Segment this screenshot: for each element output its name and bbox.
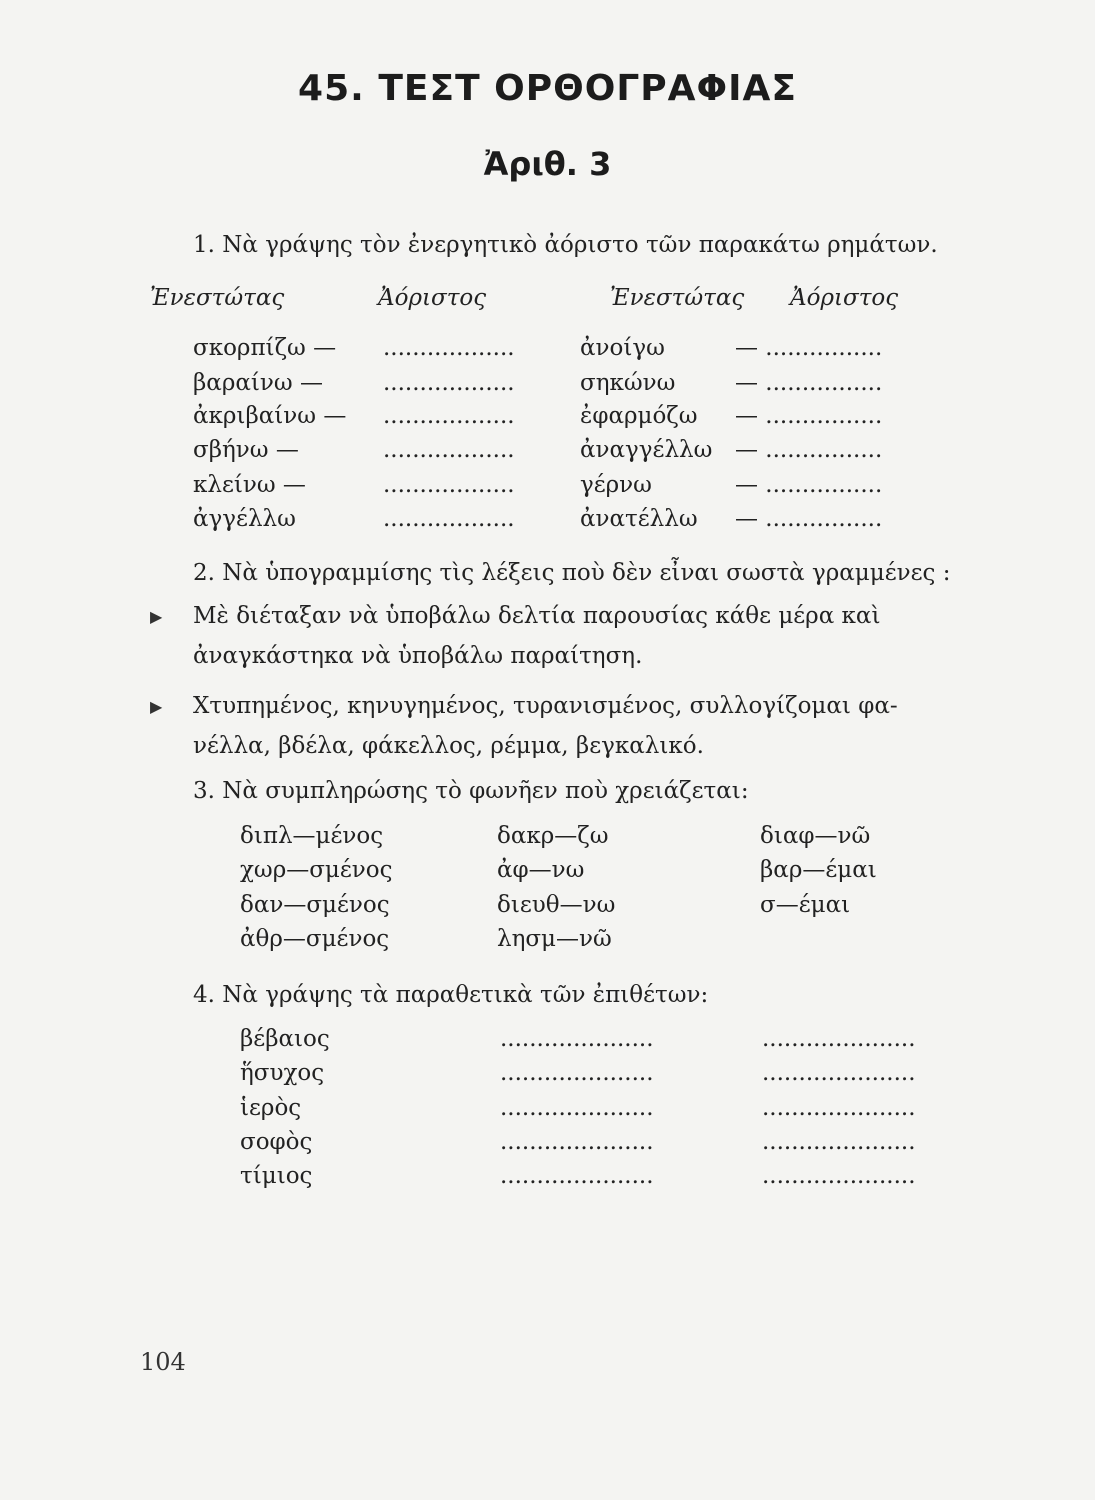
q3-word: βαρ—έμαι [760, 857, 877, 883]
test-number: Ἀριθ. 3 [483, 145, 612, 183]
q4-blank: ..................... [500, 1026, 654, 1052]
q3-word: διευθ—νω [497, 892, 616, 918]
q4-blank: ..................... [500, 1129, 654, 1155]
q1-blank: .................. [383, 403, 515, 429]
q1-present-word: σηκώνω [580, 370, 676, 396]
q1-blank: .................. [383, 506, 515, 532]
q3-word: λησμ—νῶ [497, 926, 612, 952]
q2-line: Μὲ διέταξαν νὰ ὑποβάλω δελτία παρουσίας κάθε μέρα καὶ [193, 603, 881, 629]
q4-word: ἥσυχος [240, 1060, 325, 1086]
q2-line: ἀναγκάστηκα νὰ ὑποβάλω παραίτηση. [193, 643, 643, 669]
q1-blank: — ................ [735, 335, 883, 361]
q4-blank: ..................... [500, 1060, 654, 1086]
q1-blank: .................. [383, 370, 515, 396]
q4-word: τίμιος [240, 1163, 313, 1189]
arrow-icon: ▶ [150, 607, 163, 626]
q3-word: διαφ—νῶ [760, 823, 871, 849]
q1-present-word: ἀκριβαίνω — [193, 403, 347, 429]
q4-blank: ..................... [762, 1129, 916, 1155]
q3-word: χωρ—σμένος [240, 857, 393, 883]
q1-present-word: ἀνοίγω [580, 335, 665, 361]
q1-present-word: σκορπίζω — [193, 335, 337, 361]
q1-header-present-1: Ἐνεστώτας [150, 285, 285, 311]
q1-header-aorist-1: Ἀόριστος [378, 285, 487, 311]
q3-word: δακρ—ζω [497, 823, 609, 849]
q4-word: σοφὸς [240, 1129, 313, 1155]
page-number: 104 [140, 1348, 186, 1376]
q4-blank: ..................... [500, 1095, 654, 1121]
q1-blank: — ................ [735, 403, 883, 429]
q1-blank: — ................ [735, 437, 883, 463]
q1-header-present-2: Ἐνεστώτας [610, 285, 745, 311]
q2-line: Χτυπημένος, κηνυγημένος, τυρανισμένος, συλλογίζομαι φα- [193, 693, 898, 719]
q1-present-word: κλείνω — [193, 472, 306, 498]
q3-word: ἀφ—νω [497, 857, 585, 883]
q4-word: ἱερὸς [240, 1095, 302, 1121]
q2-sentence-1 [193, 596, 880, 676]
q1-present-word: ἐφαρμόζω [580, 403, 698, 429]
q1-blank: .................. [383, 335, 515, 361]
q2-prompt: 2. Νὰ ὑπογραμμίσης τὶς λέξεις ποὺ δὲν εἶναι σωστὰ γραμμένες : [193, 560, 951, 586]
q3-word: δαν—σμένος [240, 892, 390, 918]
q1-header-aorist-2: Ἀόριστος [790, 285, 899, 311]
q4-blank: ..................... [762, 1163, 916, 1189]
q4-blank: ..................... [762, 1026, 916, 1052]
q1-present-word: σβήνω — [193, 437, 299, 463]
q4-blank: ..................... [500, 1163, 654, 1189]
q1-blank: — ................ [735, 472, 883, 498]
q1-blank: — ................ [735, 506, 883, 532]
q4-word: βέβαιος [240, 1026, 330, 1052]
q4-prompt: 4. Νὰ γράψης τὰ παραθετικὰ τῶν ἐπιθέτων: [193, 982, 709, 1008]
q1-present-word: γέρνω [580, 472, 652, 498]
q1-blank: .................. [383, 437, 515, 463]
q1-present-word: ἀνατέλλω [580, 506, 698, 532]
q1-present-word: βαραίνω — [193, 370, 323, 396]
arrow-icon: ▶ [150, 697, 163, 716]
q4-blank: ..................... [762, 1060, 916, 1086]
q3-word: ἀθρ—σμένος [240, 926, 390, 952]
q1-blank: .................. [383, 472, 515, 498]
q1-prompt: 1. Νὰ γράψης τὸν ἐνεργητικὸ ἀόριστο τῶν παρακάτω ρημάτων. [193, 232, 938, 258]
q3-word: σ—έμαι [760, 892, 851, 918]
q3-word: διπλ—μένος [240, 823, 384, 849]
q2-sentence-2 [193, 686, 898, 766]
page-title: 45. ΤΕΣΤ ΟΡΘΟΓΡΑΦΙΑΣ [298, 68, 797, 109]
q1-present-word: ἀγγέλλω [193, 506, 296, 532]
q3-prompt: 3. Νὰ συμπληρώσης τὸ φωνῆεν ποὺ χρειάζεται: [193, 778, 749, 804]
q2-line: νέλλα, βδέλα, φάκελλος, ρέμμα, βεγκαλικό. [193, 733, 704, 759]
q1-present-word: ἀναγγέλλω [580, 437, 713, 463]
q4-blank: ..................... [762, 1095, 916, 1121]
q1-blank: — ................ [735, 370, 883, 396]
